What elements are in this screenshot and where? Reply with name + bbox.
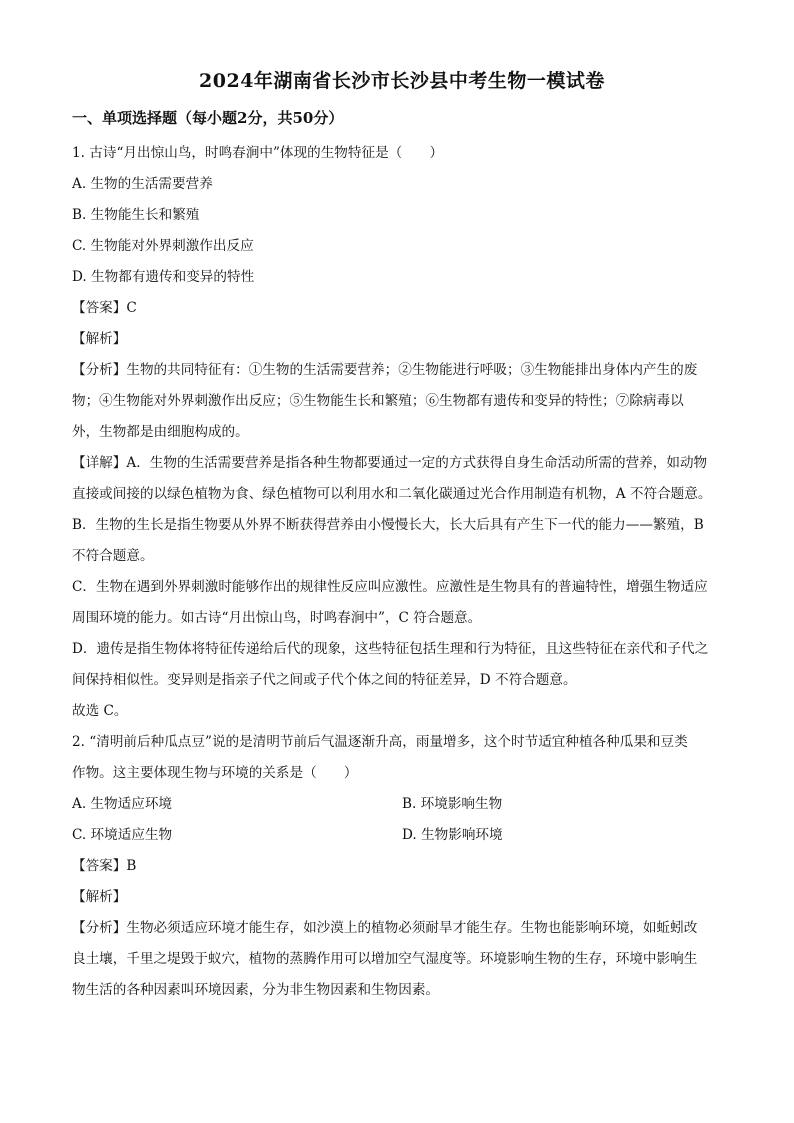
options-row <box>72 820 732 851</box>
answer-value: B <box>126 858 137 874</box>
answer-tag: 【答案】 <box>72 300 127 316</box>
question-stem: 作物。这主要体现生物与环境的关系是（ ） <box>72 765 358 781</box>
page-title: 2024年湖南省长沙市长沙县中考生物一模试卷 <box>199 70 605 92</box>
exam-page <box>72 66 732 1006</box>
option-a: A. 生物的生活需要营养 <box>72 176 213 192</box>
question-stem: 1. 古诗“月出惊山鸟，时鸣春涧中”体现的生物特征是（ ） <box>72 145 444 161</box>
jiexi-tag: 【解析】 <box>72 331 127 347</box>
analysis-line: 外，生物都是由细胞构成的。 <box>72 424 249 440</box>
analysis-line: 物生活的各种因素叫环境因素，分为非生物因素和生物因素。 <box>72 982 440 998</box>
analysis-line: 良土壤，千里之堤毁于蚁穴，植物的蒸腾作用可以增加空气湿度等。环境影响生物的生存，环境中影响生 <box>72 951 698 967</box>
options-row <box>72 789 732 820</box>
option-c: C. 生物能对外界刺激作出反应 <box>72 238 254 254</box>
detail-line: 周围环境的能力。如古诗“月出惊山鸟，时鸣春涧中”，C 符合题意。 <box>72 610 482 626</box>
detail-line: B．生物的生长是指生物要从外界不断获得营养由小慢慢长大，长大后具有产生下一代的能力——繁殖，B <box>72 517 704 533</box>
detail-line: 不符合题意。 <box>72 548 154 564</box>
option-d: D. 生物影响环境 <box>402 827 503 843</box>
analysis-line: 【分析】生物的共同特征有：①生物的生活需要营养；②生物能进行呼吸；③生物能排出身体内产生的废 <box>72 362 698 378</box>
answer-line <box>72 293 732 324</box>
option-d: D. 生物都有遗传和变异的特性 <box>72 269 255 285</box>
answer-line <box>72 851 732 882</box>
detail-line: 直接或间接的以绿色植物为食、绿色植物可以利用水和二氧化碳通过光合作用制造有机物，A 不符合题意。 <box>72 486 712 502</box>
conclusion-line: 故选 C。 <box>72 703 128 719</box>
option-b: B. 生物能生长和繁殖 <box>72 207 200 223</box>
question-stem: 2. “清明前后种瓜点豆”说的是清明节前后气温逐渐升高，雨量增多，这个时节适宜种植各种瓜果和豆类 <box>72 734 688 750</box>
option-b: B. 环境影响生物 <box>402 796 503 812</box>
analysis-line: 物；④生物能对外界刺激作出反应；⑤生物能生长和繁殖；⑥生物都有遗传和变异的特性；⑦除病毒以 <box>72 393 684 409</box>
detail-line: D．遗传是指生物体将特征传递给后代的现象，这些特征包括生理和行为特征，且这些特征在亲代和子代之 <box>72 641 709 657</box>
answer-tag: 【答案】 <box>72 858 127 874</box>
option-c: C. 环境适应生物 <box>72 827 173 843</box>
analysis-line: 【分析】生物必须适应环境才能生存，如沙漠上的植物必须耐旱才能生存。生物也能影响环境，如蚯蚓改 <box>72 920 698 936</box>
section-heading: 一、单项选择题（每小题2分，共50分） <box>72 109 344 127</box>
question-1 <box>72 138 732 727</box>
detail-line: 间保持相似性。变异则是指亲子代之间或子代个体之间的特征差异，D 不符合题意。 <box>72 672 577 688</box>
detail-line: 【详解】A．生物的生活需要营养是指各种生物都要通过一定的方式获得自身生命活动所需的营养，如动物 <box>72 455 708 471</box>
jiexi-tag: 【解析】 <box>72 889 127 905</box>
answer-value: C <box>126 300 137 316</box>
detail-line: C．生物在遇到外界刺激时能够作出的规律性反应叫应激性。应激性是生物具有的普遍特性，增强生物适应 <box>72 579 708 595</box>
question-2 <box>72 727 732 1006</box>
option-a: A. 生物适应环境 <box>72 796 173 812</box>
